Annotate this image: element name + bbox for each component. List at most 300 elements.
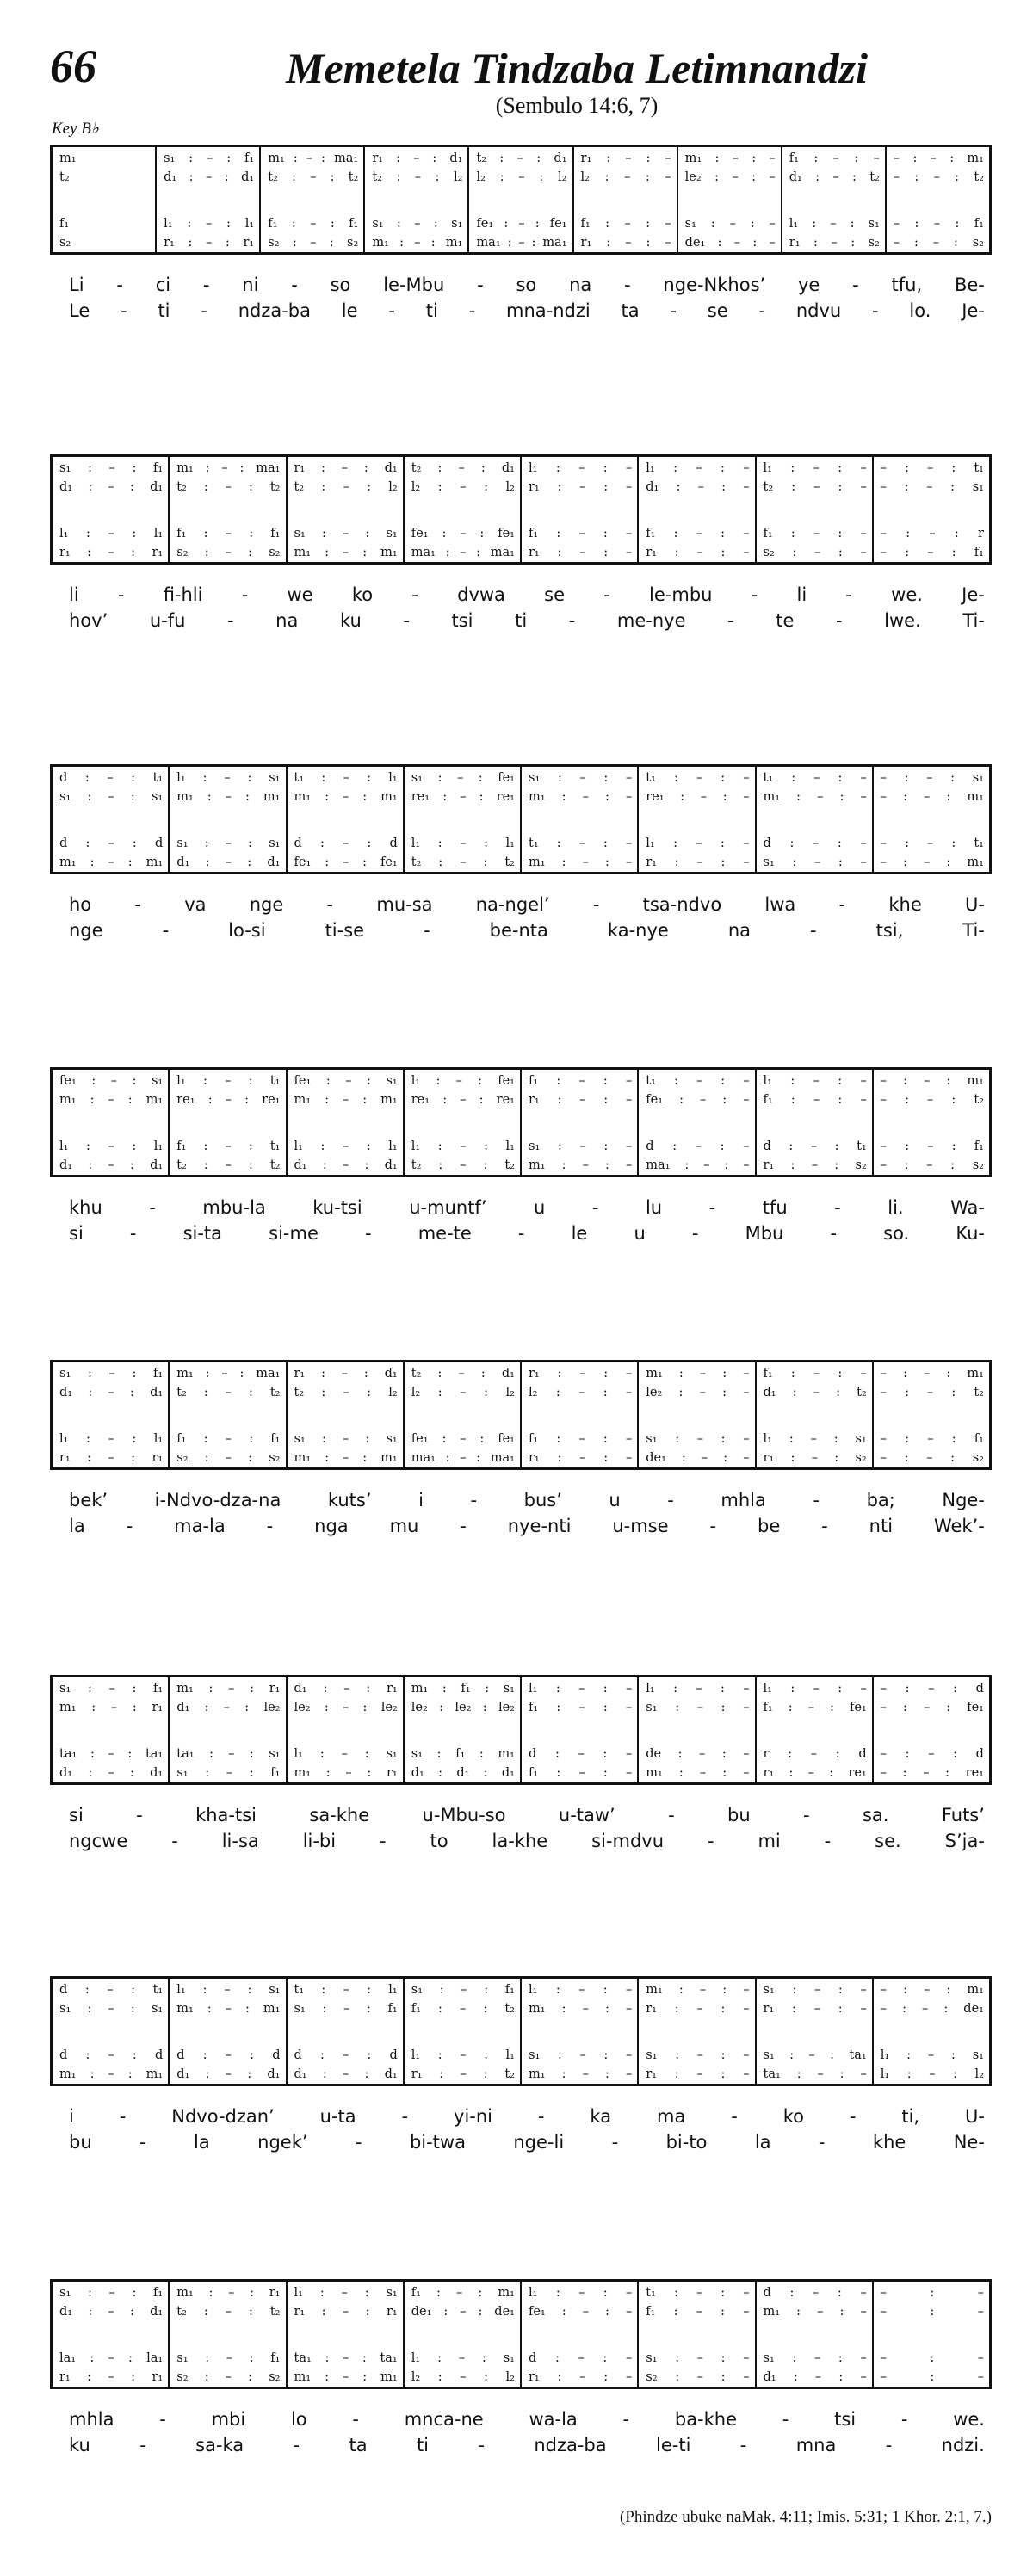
- lyric-syllable: yi-ni: [454, 2106, 493, 2127]
- lyric-syllable: le-ti: [656, 2435, 691, 2456]
- measure: [520, 1979, 637, 2084]
- measure: [755, 457, 872, 562]
- lyric-syllable: ye: [798, 275, 820, 295]
- bass-line: – : –: [880, 2369, 984, 2384]
- lyric-syllable: -: [139, 2132, 146, 2153]
- lyric-syllable: -: [751, 584, 758, 605]
- lyric-syllable: tsi: [834, 2409, 857, 2430]
- alto-line: – : – : t₂: [893, 170, 984, 184]
- tenor-line: s₁ : – : –: [646, 2351, 750, 2365]
- lyric-syllable: U-: [965, 2106, 985, 2127]
- bass-line: m₁ : – : m₁: [294, 2369, 398, 2384]
- measure: [286, 1070, 403, 1175]
- lyric-syllable: ho: [69, 894, 92, 915]
- lyric-syllable: hov’: [69, 610, 108, 631]
- bass-line: d₁ : – : d₁: [59, 1158, 164, 1172]
- lyric-syllable: le: [341, 300, 358, 321]
- measure: [637, 2282, 754, 2387]
- lyric-syllable: we: [287, 584, 313, 605]
- bass-line: s₂ : – : –: [646, 2369, 750, 2384]
- lyric-syllable: -: [293, 2435, 300, 2456]
- lyric-syllable: tsi,: [875, 920, 904, 941]
- soprano-line: m₁: [59, 151, 77, 165]
- measure: [755, 1677, 872, 1782]
- tenor-line: s₁ : – : –: [646, 1432, 750, 1446]
- alto-line: l₂ : – : l₂: [476, 170, 567, 184]
- bass-line: t₂ : – : t₂: [411, 855, 515, 869]
- lyric-syllable: lo.: [909, 300, 931, 321]
- hymn-number: 66: [50, 40, 96, 92]
- lyric-syllable: we.: [891, 584, 923, 605]
- tenor-line: fe₁ : – : fe₁: [411, 1432, 515, 1446]
- bass-line: m₁ : – : –: [529, 2066, 633, 2081]
- lyric-syllable: nge: [249, 894, 284, 915]
- soprano-line: m₁ : – : –: [646, 1983, 750, 1997]
- measure: [168, 2282, 285, 2387]
- tenor-line: ta₁ : – : s₁: [176, 1747, 281, 1761]
- bass-line: m₁ : – : m₁: [59, 2066, 164, 2081]
- tenor-line: s₁ : – : s₁: [176, 837, 281, 850]
- measure: [637, 767, 754, 872]
- measure: [403, 2282, 520, 2387]
- lyric-syllable: lo: [290, 2409, 307, 2430]
- lyrics: [50, 582, 992, 633]
- measure: [168, 1362, 285, 1467]
- lyric-syllable: -: [227, 610, 234, 631]
- lyric-syllable: me-te: [418, 1223, 472, 1244]
- lyric-syllable: ndvu: [795, 300, 842, 321]
- lyric-syllable: -: [813, 1490, 820, 1510]
- lyric-syllable: nga: [314, 1516, 349, 1536]
- soprano-line: s₁ : – : f₁: [59, 2286, 164, 2300]
- bass-line: d₁ : – : d₁: [294, 2066, 398, 2081]
- bass-line: r₁ : – : –: [529, 1450, 633, 1465]
- measure: [872, 1362, 989, 1467]
- lyric-syllable: ko: [782, 2106, 804, 2127]
- alto-line: re₁ : – : –: [646, 789, 750, 804]
- lyric-syllable: u-ta: [319, 2106, 356, 2127]
- lyric-syllable: si-me: [269, 1223, 319, 1244]
- lyric-syllable: U-: [964, 894, 985, 915]
- lyric-syllable: ku: [69, 2435, 90, 2456]
- lyric-syllable: si-mdvu: [591, 1831, 665, 1851]
- tenor-line: t₁ : – : –: [529, 837, 633, 850]
- lyric-syllable: -: [668, 1805, 675, 1825]
- alto-line: f₁ : – : fe₁: [763, 1700, 867, 1714]
- alto-line: le₂ : – : –: [684, 170, 776, 184]
- measure: [520, 767, 637, 872]
- tenor-line: s₁ : f₁ : m₁: [411, 1747, 515, 1761]
- measure: [403, 1362, 520, 1467]
- lyric-syllable: ti: [416, 2435, 430, 2456]
- lyric-syllable: Li: [69, 275, 84, 295]
- lyric-syllable: -: [403, 610, 410, 631]
- tenor-line: l₁ : – : s₁: [411, 2351, 515, 2365]
- measure: [637, 1677, 754, 1782]
- tenor-line: l₁ : – : l₁: [411, 1140, 515, 1153]
- lyric-syllable: mbu-la: [202, 1197, 266, 1218]
- lyric-syllable: mu-sa: [376, 894, 433, 915]
- lyric-syllable: la-khe: [492, 1831, 548, 1851]
- soprano-line: l₁ : – : s₁: [176, 1983, 281, 1997]
- lyric-syllable: tfu,: [891, 275, 923, 295]
- lyric-syllable: -: [291, 275, 298, 295]
- soprano-line: – : – : m₁: [880, 1367, 984, 1381]
- bass-line: ma₁ : – : ma₁: [411, 1450, 515, 1465]
- measure: [755, 1979, 872, 2084]
- lyric-syllable: -: [537, 2106, 545, 2127]
- tenor-line: s₁ : – : s₁: [294, 1432, 398, 1446]
- lyric-syllable: -: [162, 920, 170, 941]
- lyric-syllable: ko: [351, 584, 374, 605]
- lyric-syllable: tsa-ndvo: [642, 894, 722, 915]
- soprano-line: s₁ : – : fe₁: [411, 771, 515, 785]
- alto-line: le₂ : le₂ : le₂: [411, 1700, 515, 1714]
- tenor-line: f₁: [59, 217, 70, 231]
- lyric-syllable: u-Mbu-so: [422, 1805, 506, 1825]
- alto-line: m₁ : – : m₁: [176, 2001, 281, 2016]
- lyric-syllable: la: [69, 1516, 85, 1536]
- tenor-line: f₁ : – : –: [580, 217, 671, 231]
- lyric-syllable: wa-la: [529, 2409, 578, 2430]
- lyric-syllable: -: [707, 1831, 714, 1851]
- lyric-syllable: -: [201, 300, 207, 321]
- measure: [53, 1979, 168, 2084]
- lyric-syllable: na: [275, 610, 299, 631]
- alto-line: – : – : s₁: [880, 479, 984, 494]
- lyric-line-verse-1: [50, 582, 992, 608]
- tenor-line: l₁ : – : –: [646, 837, 750, 850]
- lyric-syllable: be-nta: [489, 920, 548, 941]
- measure: [403, 1070, 520, 1175]
- lyric-syllable: -: [838, 894, 846, 915]
- lyric-line-verse-1: [50, 1195, 992, 1220]
- measure: [872, 767, 989, 872]
- bass-line: fe₁ : – : fe₁: [294, 855, 398, 869]
- measure: [53, 1677, 168, 1782]
- measure: [53, 2282, 168, 2387]
- bass-line: m₁ : – : r₁: [294, 1765, 398, 1780]
- lyric-syllable: Wek’-: [933, 1516, 985, 1536]
- lyric-syllable: -: [824, 1831, 832, 1851]
- music-system: [50, 145, 992, 324]
- hymn-title: Memetela Tindzaba Letimnandzi: [286, 44, 868, 92]
- lyric-syllable: li: [796, 584, 807, 605]
- bass-line: r₁ : – : re₁: [763, 1765, 867, 1780]
- lyric-syllable: Nge-: [942, 1490, 985, 1510]
- measure: [363, 147, 467, 252]
- alto-line: d₁ : – : d₁: [59, 479, 164, 494]
- bass-line: r₁ : – : r₁: [59, 2369, 164, 2384]
- lyric-syllable: -: [708, 1197, 716, 1218]
- lyric-syllable: -: [159, 2409, 166, 2430]
- lyric-syllable: ta: [349, 2435, 368, 2456]
- bass-line: r₁ : – : r₁: [164, 235, 255, 250]
- lyric-syllable: -: [468, 300, 476, 321]
- lyric-syllable: bek’: [69, 1490, 108, 1510]
- lyric-line-verse-1: [50, 2103, 992, 2129]
- lyric-syllable: u: [534, 1197, 546, 1218]
- lyric-syllable: i-Ndvo-dza-na: [154, 1490, 281, 1510]
- soprano-line: f₁ : – : –: [763, 1367, 867, 1381]
- tenor-line: f₁ : – : –: [529, 1432, 633, 1446]
- alto-line: d₁ : – : t₂: [763, 1385, 867, 1399]
- lyric-syllable: li-sa: [221, 1831, 259, 1851]
- soprano-line: r₁ : – : d₁: [372, 151, 463, 165]
- lyric-syllable: -: [836, 610, 843, 631]
- lyric-syllable: -: [352, 2409, 359, 2430]
- lyric-syllable: -: [517, 1223, 525, 1244]
- measure: [872, 1070, 989, 1175]
- bass-line: – : – : m₁: [880, 855, 984, 869]
- lyric-syllable: we.: [953, 2409, 985, 2430]
- lyric-syllable: -: [424, 920, 430, 941]
- soprano-line: t₂ : – : d₁: [411, 461, 515, 475]
- lyric-syllable: -: [834, 1197, 841, 1218]
- bass-line: – : – : s₂: [880, 1450, 984, 1465]
- bass-line: de₁ : – : –: [684, 235, 776, 250]
- lyric-syllable: ti: [425, 300, 438, 321]
- lyric-line-verse-2: [50, 608, 992, 633]
- tenor-line: ta₁ : – : ta₁: [59, 1747, 164, 1761]
- measure: [520, 1677, 637, 1782]
- soprano-line: l₁ : – : –: [529, 2286, 633, 2300]
- bass-line: m₁ : – : m₁: [372, 235, 463, 250]
- lyric-syllable: sa-khe: [309, 1805, 370, 1825]
- measure: [168, 1070, 285, 1175]
- measure: [872, 1979, 989, 2084]
- lyric-syllable: -: [803, 1805, 810, 1825]
- solfa-staff: [50, 454, 992, 565]
- lyric-syllable: me-nye: [616, 610, 686, 631]
- soprano-line: t₂ : – : d₁: [411, 1367, 515, 1381]
- lyric-syllable: so: [516, 275, 537, 295]
- lyric-syllable: u: [634, 1223, 646, 1244]
- bass-line: t₂ : – : t₂: [176, 1158, 281, 1172]
- lyric-syllable: -: [380, 1831, 387, 1851]
- lyric-syllable: -: [849, 2106, 857, 2127]
- measure: [885, 147, 989, 252]
- lyric-syllable: se.: [875, 1831, 901, 1851]
- tenor-line: s₁ : – : s₁: [294, 527, 398, 541]
- lyric-syllable: Je-: [962, 584, 985, 605]
- lyric-syllable: li-bi: [302, 1831, 337, 1851]
- lyric-syllable: -: [758, 300, 766, 321]
- soprano-line: r₁ : – : –: [529, 1367, 633, 1381]
- tenor-line: s₁ : – : –: [763, 2351, 867, 2365]
- alto-line: l₂ : – : l₂: [411, 479, 515, 494]
- lyric-syllable: ta: [621, 300, 640, 321]
- measure: [403, 1979, 520, 2084]
- lyric-syllable: -: [818, 2132, 826, 2153]
- solfa-staff: [50, 1360, 992, 1470]
- lyric-syllable: ti-se: [325, 920, 365, 941]
- lyric-line-verse-1: [50, 272, 992, 298]
- soprano-line: m₁ : – : ma₁: [268, 151, 359, 165]
- lyric-syllable: ma: [656, 2106, 686, 2127]
- lyric-syllable: te: [776, 610, 795, 631]
- bass-line: r₁ : – : s₂: [763, 1158, 867, 1172]
- bass-line: m₁ : – : m₁: [294, 1450, 398, 1465]
- lyric-syllable: mbi: [211, 2409, 246, 2430]
- tenor-line: f₁ : – : t₁: [176, 1140, 281, 1153]
- measure: [755, 1362, 872, 1467]
- lyric-syllable: Je-: [962, 300, 985, 321]
- lyric-syllable: -: [241, 584, 249, 605]
- alto-line: t₂ : – : t₂: [176, 479, 281, 494]
- lyric-syllable: -: [739, 2435, 747, 2456]
- lyric-syllable: ku: [339, 610, 362, 631]
- soprano-line: l₁ : – : –: [763, 1682, 867, 1696]
- measure: [572, 147, 677, 252]
- measure: [637, 1070, 754, 1175]
- lyric-syllable: -: [266, 1516, 274, 1536]
- lyrics: [50, 272, 992, 324]
- tenor-line: d : – : –: [529, 2351, 633, 2365]
- soprano-line: d : – : t₁: [59, 771, 164, 785]
- lyric-syllable: khe: [888, 894, 922, 915]
- measure: [286, 1677, 403, 1782]
- bass-line: m₁ : – : –: [529, 1158, 633, 1172]
- soprano-line: m₁ : – : ma₁: [176, 1367, 281, 1381]
- tenor-line: s₁ : – : –: [529, 2048, 633, 2062]
- bass-line: r₁ : – : s₂: [763, 1450, 867, 1465]
- tenor-line: s₁ : – : –: [646, 2048, 750, 2062]
- tenor-line: l₁ : – : l₁: [59, 1432, 164, 1446]
- lyric-line-verse-2: [50, 1220, 992, 1246]
- lyric-syllable: khu: [69, 1197, 102, 1218]
- soprano-line: l₁ : – : –: [763, 461, 867, 475]
- lyric-syllable: tsi: [451, 610, 473, 631]
- bass-line: f₁ : – : –: [529, 1765, 633, 1780]
- lyric-syllable: -: [149, 1197, 156, 1218]
- tenor-line: l₁ : – : l₁: [411, 2048, 515, 2062]
- alto-line: re₁ : – : re₁: [411, 789, 515, 804]
- lyric-syllable: -: [401, 2106, 409, 2127]
- lyric-line-verse-2: [50, 1828, 992, 1854]
- lyric-syllable: -: [709, 1516, 717, 1536]
- soprano-line: s₁ : – : f₁: [59, 1367, 164, 1381]
- lyric-syllable: Ne-: [953, 2132, 985, 2153]
- alto-line: d₁ : – : t₂: [789, 170, 880, 184]
- alto-line: s₁ : – : f₁: [294, 2001, 398, 2016]
- bass-line: d₁ : – : d₁: [59, 1765, 164, 1780]
- lyric-syllable: mna: [795, 2435, 837, 2456]
- alto-line: – : – : t₂: [880, 1092, 984, 1107]
- alto-line: t₂ : – : l₂: [294, 479, 398, 494]
- lyric-line-verse-2: [50, 2129, 992, 2155]
- lyric-syllable: -: [365, 1223, 372, 1244]
- alto-line: f₁ : – : –: [646, 2304, 750, 2319]
- lyric-syllable: ngcwe: [69, 1831, 128, 1851]
- bass-line: d₁ : – : d₁: [294, 1158, 398, 1172]
- alto-line: t₂ : – : l₂: [294, 1385, 398, 1399]
- alto-line: d₁ : – : d₁: [59, 2304, 164, 2319]
- lyric-syllable: u-muntf’: [409, 1197, 487, 1218]
- tenor-line: s₁ : – : ta₁: [763, 2048, 867, 2062]
- soprano-line: – : –: [880, 2286, 984, 2300]
- lyrics: [50, 1802, 992, 1854]
- lyric-syllable: le-Mbu: [383, 275, 445, 295]
- bass-line: d₁ : d₁ : d₁: [411, 1765, 515, 1780]
- soprano-line: s₁ : – : f₁: [59, 461, 164, 475]
- alto-line: m₁ : – : –: [763, 789, 867, 804]
- bass-line: t₂ : – : t₂: [411, 1158, 515, 1172]
- alto-line: d₁ : – : d₁: [59, 1385, 164, 1399]
- soprano-line: – : – : s₁: [880, 771, 984, 785]
- lyric-syllable: Mbu: [745, 1223, 784, 1244]
- bass-line: r₁ : – : t₂: [411, 2066, 515, 2081]
- lyric-syllable: ndza-ba: [238, 300, 311, 321]
- measure: [637, 1979, 754, 2084]
- measure: [168, 1979, 285, 2084]
- lyric-syllable: -: [624, 275, 631, 295]
- lyric-syllable: to: [430, 1831, 448, 1851]
- alto-line: s₁ : – : –: [646, 1700, 750, 1714]
- lyric-syllable: -: [782, 2409, 789, 2430]
- tenor-line: – : –: [880, 2351, 984, 2365]
- soprano-line: fe₁ : – : s₁: [294, 1074, 398, 1088]
- alto-line: d₁ : – : d₁: [164, 170, 255, 184]
- tenor-line: d : – : –: [763, 837, 867, 850]
- lyric-syllable: -: [477, 275, 484, 295]
- lyric-syllable: mna-ndzi: [505, 300, 591, 321]
- lyric-syllable: -: [202, 275, 210, 295]
- alto-line: t₂ : – : t₂: [176, 1385, 281, 1399]
- alto-line: m₁ : – : –: [529, 2001, 633, 2016]
- measure: [403, 457, 520, 562]
- measure: [155, 147, 259, 252]
- bass-line: r₁ : – : –: [529, 2369, 633, 2384]
- lyric-syllable: u: [609, 1490, 621, 1510]
- soprano-line: l₁ : – : t₁: [176, 1074, 281, 1088]
- lyric-syllable: kha-tsi: [195, 1805, 257, 1825]
- alto-line: m₁ : – : r₁: [59, 1700, 164, 1714]
- lyric-syllable: mu: [389, 1516, 419, 1536]
- lyric-line-verse-2: [50, 2432, 992, 2458]
- tenor-line: – : – : r: [880, 527, 984, 541]
- bass-line: – : – : re₁: [880, 1765, 984, 1780]
- bass-line: ma₁ : – : ma₁: [411, 545, 515, 559]
- measure: [755, 767, 872, 872]
- lyric-syllable: tfu: [762, 1197, 788, 1218]
- measure: [520, 1362, 637, 1467]
- alto-line: fe₁ : – : –: [646, 1092, 750, 1107]
- soprano-line: l₁ : – : –: [529, 1682, 633, 1696]
- bass-line: m₁ : – : m₁: [294, 545, 398, 559]
- lyric-syllable: -: [411, 584, 418, 605]
- tenor-line: s₁ : – : –: [684, 217, 776, 231]
- alto-line: le₂ : – : –: [646, 1385, 750, 1399]
- lyric-syllable: lo-si: [228, 920, 266, 941]
- lyric-syllable: so.: [883, 1223, 910, 1244]
- solfa-staff: [50, 1067, 992, 1177]
- alto-line: – : –: [880, 2304, 984, 2319]
- alto-line: r₁ : – : –: [763, 2001, 867, 2016]
- lyric-syllable: mnca-ne: [404, 2409, 484, 2430]
- lyric-syllable: bi-twa: [409, 2132, 466, 2153]
- lyric-syllable: si: [69, 1805, 84, 1825]
- alto-line: m₁ : – : m₁: [176, 789, 281, 804]
- music-system: [50, 764, 992, 943]
- measure: [637, 1362, 754, 1467]
- lyric-syllable: se: [707, 300, 728, 321]
- soprano-line: r₁ : – : d₁: [294, 1367, 398, 1381]
- music-system: [50, 1067, 992, 1246]
- measure: [467, 147, 572, 252]
- tenor-line: d : – : d: [59, 837, 164, 850]
- lyric-syllable: ndza-ba: [534, 2435, 607, 2456]
